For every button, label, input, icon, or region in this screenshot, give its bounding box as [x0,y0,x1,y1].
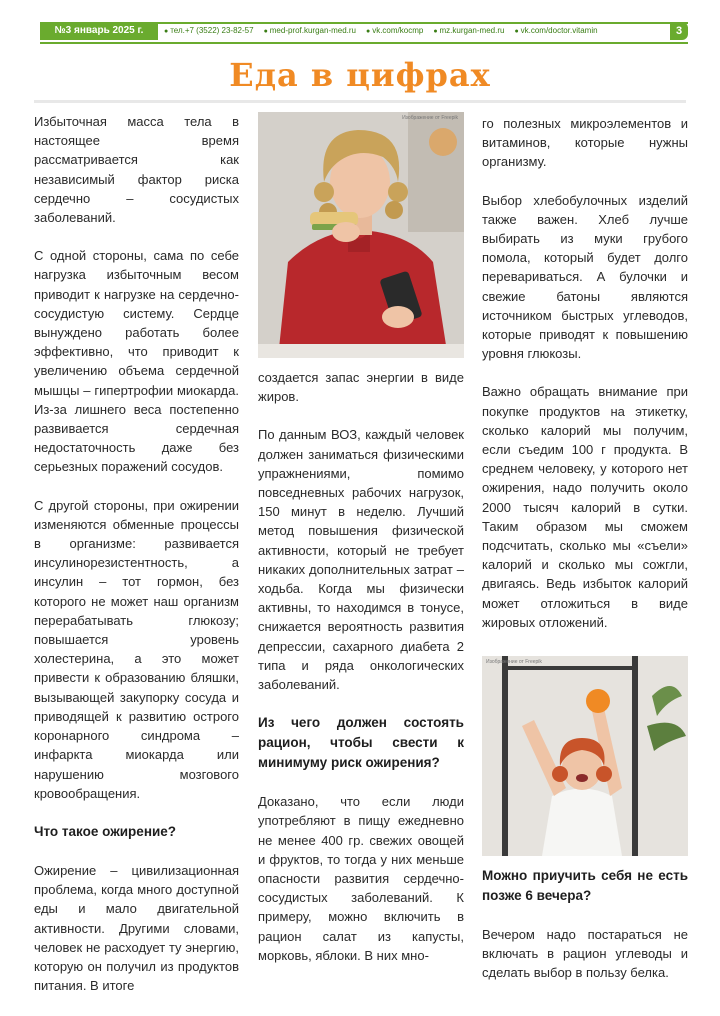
issue-label: №3 январь 2025 г. [40,22,158,40]
photo-credit: Изображение от Freepik [486,659,542,665]
paragraph: Избыточная масса тела в настоящее время рассматривается как независимый фактор риска сердечно – сосудистых заболеваний. [34,114,239,226]
paragraph: С одной стороны, сама по себе нагрузка избыточным весом приводит к нагрузке на сердечно-сосудистую систему. Сердце вынуждено работать более эффективно, что приводит к увеличению объема сердечной мышцы – гипертрофии миокарда. Из-за лишнего веса постепенно развивается сердечная недостаточность даже без серьезных поражений сосудов. [34,248,239,475]
column-2 [258,368,464,984]
page-number: 3 [670,22,688,40]
title-divider [34,100,686,103]
contact-site[interactable]: ● med-prof.kurgan-med.ru [264,24,356,38]
woman-eating-illustration [258,112,464,358]
contact-vk[interactable]: ● vk.com/kocmp [366,24,423,38]
subheading-eat-after-six: Можно приучить себя не есть позже 6 вечера? [482,868,688,903]
paragraph: Важно обращать внимание при покупке продуктов на этикетку, сколько калорий мы получим, если съедим 100 г продукта. В среднем человеку, у которого нет ожирения, надо получить около 2000 тысяч калорий в сутки. Таким образом мы сможем подсчитать, сколько мы «съели» калорий и сколько мы сожгли, двигаясь. Ведь избыток калорий может отложиться в виде жировых отложений. [482,384,688,630]
paragraph: Вечером надо постараться не включать в рацион углеводы и сделать выбор в пользу белка. [482,927,688,981]
subheading-what-is-obesity: Что такое ожирение? [34,823,177,839]
girl-orange-illustration [482,656,688,856]
column-3 [482,114,688,651]
paragraph: Доказано, что если люди употребляют в пищу ежедневно не менее 400 гр. свежих овощей и фруктов, то тогда у них меньше опасности развития сердечно-сосудистых заболеваний. К примеру, можно включить в рацион салат из капусты, морковь, яблоки. В них мно- [258,794,464,963]
paragraph: Ожирение – цивилизационная проблема, когда много доступной еды и мало двигательной активности. Другими словами, человек не расходует ту энергию, которую он получил из продуктов питания. В итоге [34,862,239,994]
paragraph: С другой стороны, при ожирении изменяются обменные процессы в организме: развивается инсулинорезистентность, а инсулин – тот гормон, без которого не может наш организм перерабатывать глюкозу; повышается уровень холестерина, а это может привести к образованию бляшки, вызывающей закупорку сосуда и приводящей к развитию острого коронарного синдрома – инфаркта миокарда или нарушению мозгового кровообращения. [34,497,239,801]
photo-credit: Изображение от Freepik [402,115,458,121]
contact-vk-vitamin[interactable]: ● vk.com/doctor.vitamin [514,24,597,38]
subheading-diet-composition: Из чего должен состоять рацион, чтобы свести к минимуму риск ожирения? [258,715,464,771]
column-1 [34,112,239,1014]
contacts-line [164,24,664,38]
paragraph: По данным ВОЗ, каждый человек должен заниматься физическими упражнениями, помимо повседневных рабочих нагрузок, 150 минут в неделю. Лучший метод повышения физической активности, который не требует никаких дополнительных затрат – ходьба. Когда мы физически активны, то находимся в тонусе, снижается вероятность развития депрессии, сахарного диабета 2 типа и ряда онкологических заболеваний. [258,427,464,693]
photo-woman-eating [258,112,464,358]
paragraph: го полезных микроэлементов и витаминов, которые нужны организму. [482,116,688,170]
contact-mz[interactable]: ● mz.kurgan-med.ru [433,24,504,38]
page-title: Еда в цифрах [229,56,491,94]
column-3-bottom [482,866,688,1002]
contact-phone: ● тел.+7 (3522) 23-82-57 [164,24,254,38]
paragraph: Выбор хлебобулочных изделий также важен. Хлеб лучше выбирать из муки грубого помола, который будет долго перевариваться. А булочки и свежие батоны являются источником быстрых углеводов, которые приводят к повышению уровня глюкозы. [482,192,688,362]
photo-girl-orange [482,656,688,856]
paragraph: создается запас энергии в виде жиров. [258,370,464,405]
